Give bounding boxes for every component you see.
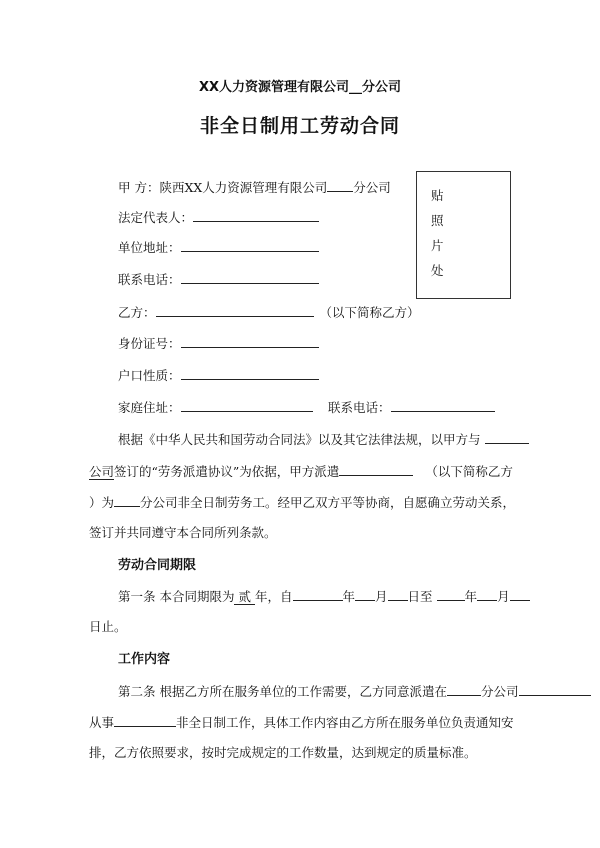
photo-char-2: 照: [431, 213, 444, 228]
article-2-text-d: 非全日制工作，具体工作内容由乙方所在服务单位负责通知安: [176, 715, 514, 730]
party-b-phone-line: [328, 397, 495, 416]
intro-line-3: [89, 492, 515, 511]
article-1-line-1: [118, 586, 530, 605]
branch-blank[interactable]: [447, 681, 481, 696]
photo-char-1: 贴: [431, 188, 444, 203]
photo-char-4: 处: [431, 263, 444, 278]
id-label: 身份证号：: [118, 336, 181, 351]
photo-box: [416, 171, 511, 299]
party-a-suffix: 分公司: [353, 180, 391, 195]
start-year-blank[interactable]: [293, 586, 343, 601]
article-2-line-2: [89, 712, 514, 731]
article-2-line-3: 排，乙方依照要求，按时完成规定的工作数量，达到规定的质量标准。: [89, 745, 477, 760]
article-2-text-a: 第二条 根据乙方所在服务单位的工作需要，乙方同意派遣在: [118, 684, 447, 699]
end-year-label: 年: [464, 589, 478, 604]
party-b-phone-label: 联系电话：: [328, 400, 391, 415]
article-2-text-b: 分公司: [480, 684, 519, 699]
intro-line-4: 签订并共同遵守本合同所列条款。: [89, 525, 277, 540]
party-a-branch-blank[interactable]: [327, 177, 353, 192]
article-2-blank-end[interactable]: [519, 681, 591, 696]
intro-text-2: 签订的“劳务派遣协议”为依据，甲方派遣: [114, 464, 340, 479]
article-1-text-b: 年，自: [255, 589, 293, 604]
address-blank[interactable]: [181, 237, 319, 252]
intro-blank-2[interactable]: [339, 461, 413, 476]
home-blank[interactable]: [181, 397, 313, 412]
intro-text-3a: ）为: [89, 495, 115, 510]
hukou-line: [118, 365, 319, 384]
party-a-phone-blank[interactable]: [181, 269, 319, 284]
article-2-text-c: 从事: [89, 715, 115, 730]
job-blank[interactable]: [114, 712, 176, 727]
intro-text-2c: （以下简称乙方: [425, 464, 513, 479]
home-line: [118, 397, 313, 416]
legal-rep-label: 法定代表人：: [118, 210, 194, 225]
page-title: 非全日制用工劳动合同: [199, 115, 400, 137]
id-line: [118, 333, 319, 352]
company-header: XX人力资源管理有限公司__分公司: [198, 80, 402, 95]
end-month-blank[interactable]: [477, 586, 497, 601]
intro-company: 公司: [89, 464, 115, 479]
id-blank[interactable]: [181, 333, 319, 348]
section-heading-work: 工作内容: [118, 652, 171, 667]
home-label: 家庭住址：: [118, 400, 181, 415]
party-a-label: 甲 方：: [118, 180, 160, 195]
party-b-phone-blank[interactable]: [391, 397, 495, 412]
start-month-blank[interactable]: [355, 586, 375, 601]
intro-line-1: [118, 429, 529, 448]
end-day-blank[interactable]: [510, 586, 530, 601]
article-1-line-2: 日止。: [89, 619, 127, 634]
end-year-blank[interactable]: [437, 586, 465, 601]
intro-text-3b: 分公司非全日制劳务工。经甲乙双方平等协商，自愿确立劳动关系，: [140, 495, 516, 510]
photo-char-3: 片: [431, 238, 444, 253]
hukou-label: 户口性质：: [118, 368, 181, 383]
article-1-text-a: 第一条 本合同期限为: [118, 589, 235, 604]
legal-rep-blank[interactable]: [193, 207, 319, 222]
term-years: 贰: [234, 589, 255, 605]
party-a-name: 陕西XX人力资源管理有限公司: [159, 180, 328, 195]
party-b-blank[interactable]: [156, 302, 314, 317]
start-month-label: 月: [375, 589, 388, 604]
hukou-blank[interactable]: [181, 365, 319, 380]
section-heading-term: 劳动合同期限: [118, 558, 197, 573]
day-to-label: 日至: [407, 589, 433, 604]
party-a-line: [118, 177, 391, 196]
legal-rep-line: [118, 207, 319, 226]
party-a-phone-line: [118, 269, 319, 288]
article-2-line-1: [118, 681, 591, 700]
intro-blank-3[interactable]: [114, 492, 140, 507]
address-line: [118, 237, 319, 256]
start-year-label: 年: [342, 589, 356, 604]
party-b-line: [118, 302, 420, 321]
intro-blank-1[interactable]: [485, 429, 529, 444]
party-b-label: 乙方：: [118, 305, 156, 320]
party-b-note: （以下简称乙方）: [319, 305, 420, 320]
address-label: 单位地址：: [118, 240, 181, 255]
intro-text-1: 根据《中华人民共和国劳动合同法》以及其它法律法规，以甲方与: [118, 432, 481, 447]
intro-line-2: [89, 461, 513, 480]
party-a-phone-label: 联系电话：: [118, 272, 181, 287]
end-month-label: 月: [497, 589, 510, 604]
start-day-blank[interactable]: [388, 586, 408, 601]
